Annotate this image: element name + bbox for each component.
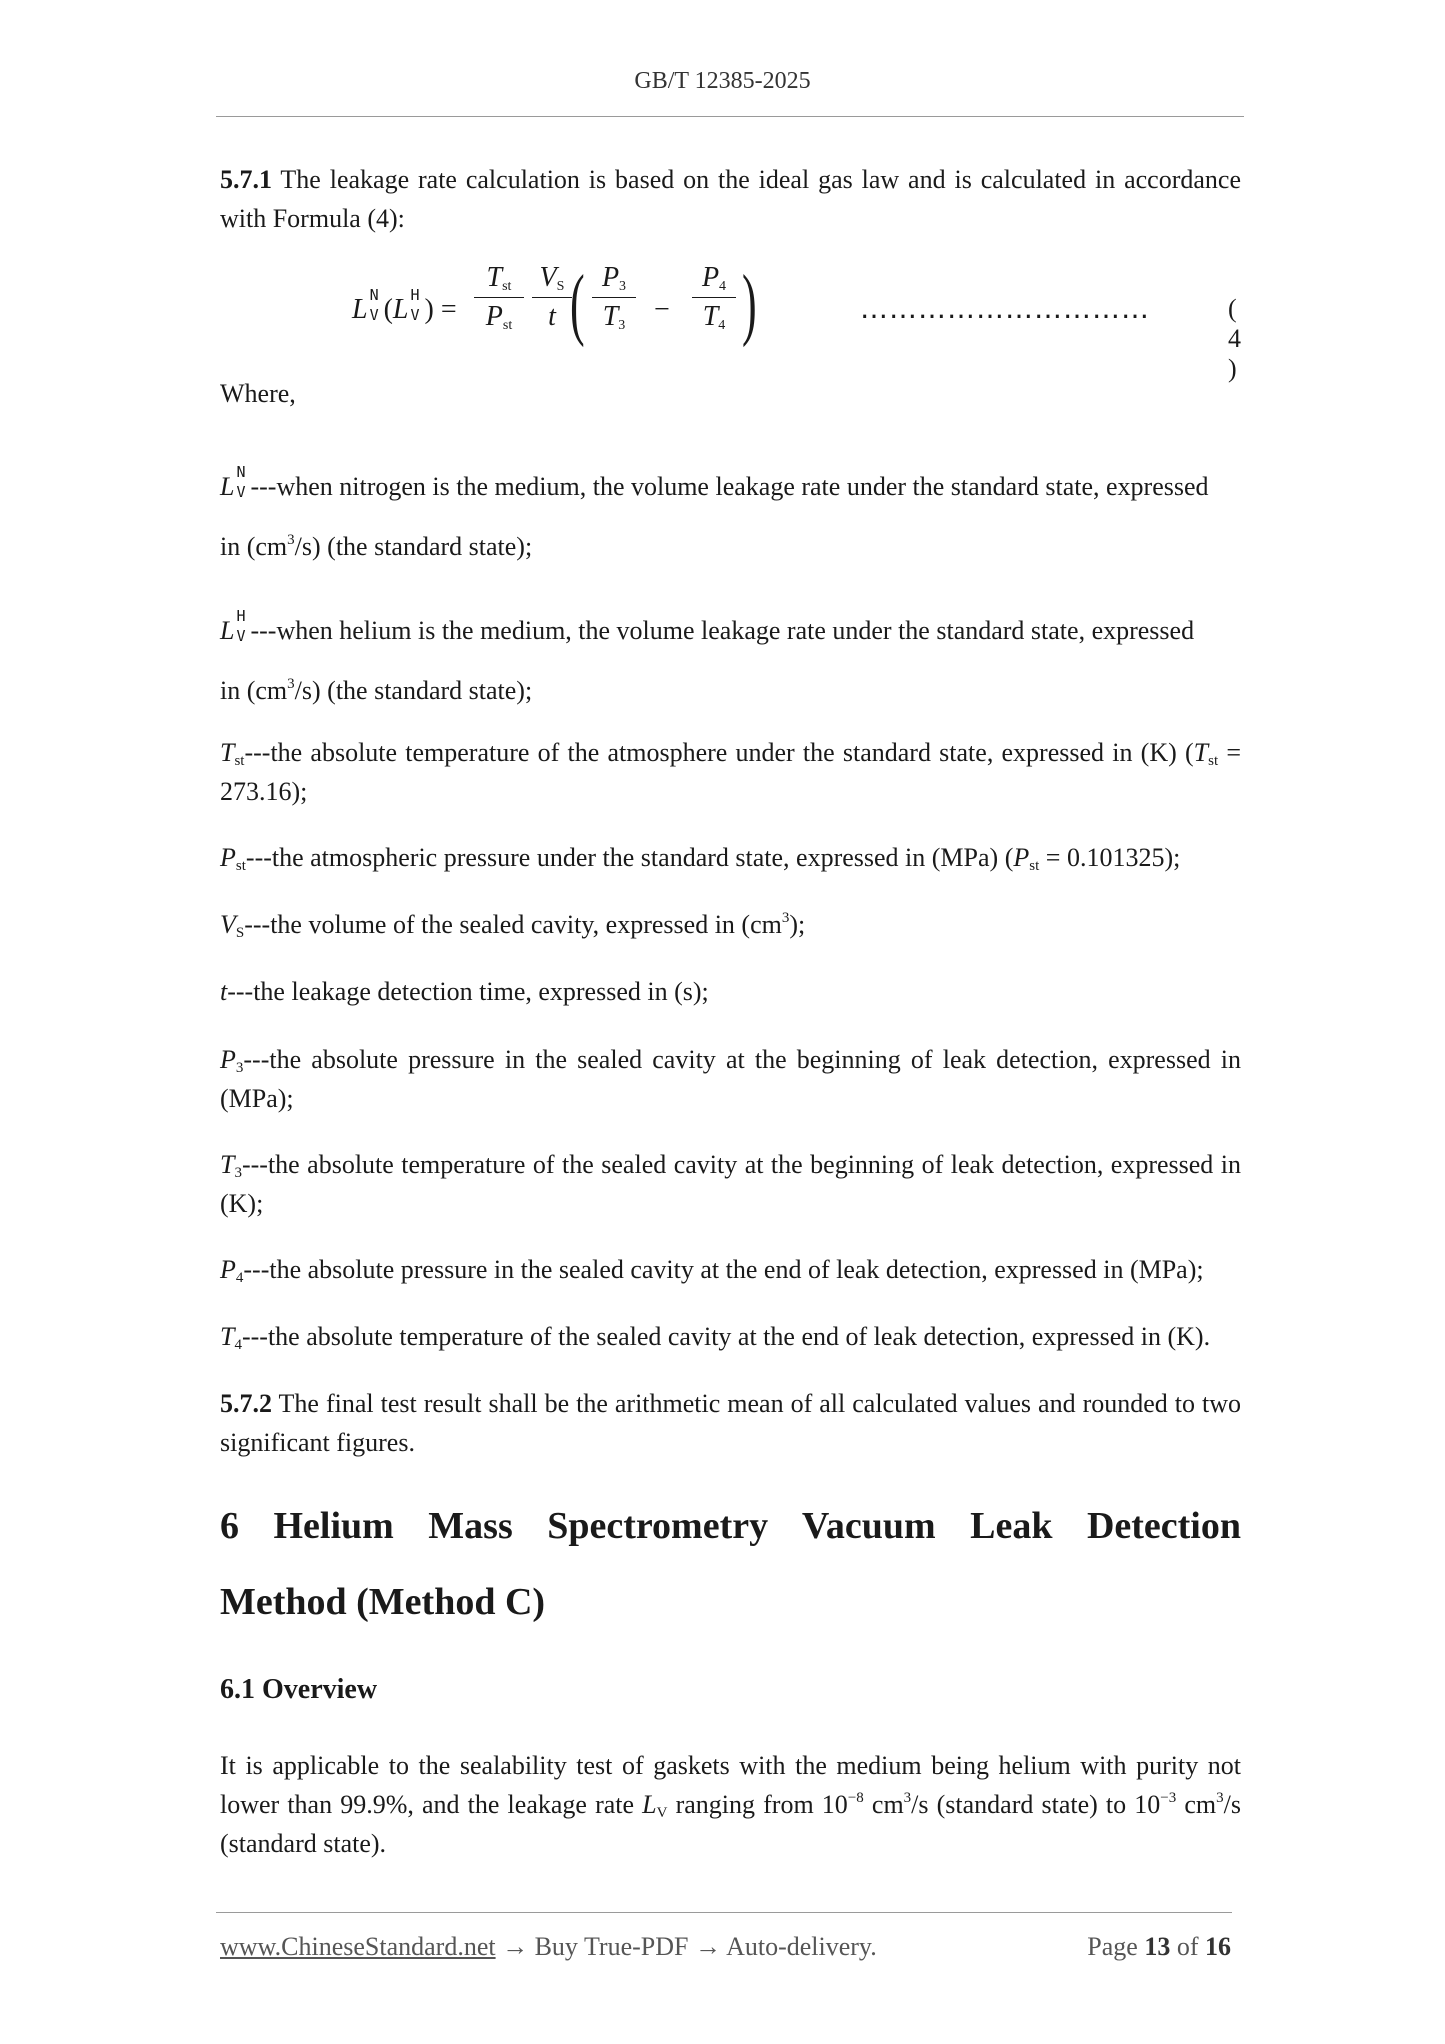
sub-v: V <box>369 305 379 324</box>
sub: 4 <box>234 1337 242 1353</box>
sub-sup <box>234 607 250 646</box>
heading-line-2: Method (Method C) <box>220 1581 546 1623</box>
page-indicator <box>1087 1932 1231 1962</box>
text: cm <box>1176 1790 1217 1819</box>
def-text: ---the absolute temperature of the atmosphere under the standard state, expressed in (K) ( <box>244 738 1194 767</box>
symbol-t: T <box>486 262 503 293</box>
sub-sup <box>368 285 384 324</box>
sub: 3 <box>234 1165 242 1181</box>
symbol: P <box>220 1045 236 1074</box>
symbol-p: P <box>601 262 620 293</box>
heading-line-1: 6 Helium Mass Spectrometry Vacuum Leak Detection <box>220 1505 1241 1547</box>
clause-number: 5.7.2 <box>220 1389 272 1418</box>
page-number: 13 <box>1144 1932 1171 1961</box>
symbol-l: L <box>392 294 409 325</box>
sub-st: st <box>502 279 512 294</box>
symbol: L <box>220 616 235 645</box>
clause-text: The leakage rate calculation is based on the ideal gas law and is calculated in accordance with Formula (4): <box>220 165 1241 233</box>
header-rule <box>216 116 1244 117</box>
overview-paragraph <box>220 1746 1241 1863</box>
symbol-v: V <box>539 262 557 293</box>
fraction-p4-t4 <box>692 262 736 333</box>
page-total: 16 <box>1205 1932 1231 1961</box>
def-p3 <box>220 1040 1241 1118</box>
symbol: t <box>220 977 228 1006</box>
def-p4 <box>220 1250 1241 1289</box>
clause-number: 5.7.1 <box>220 165 272 194</box>
symbol: T <box>220 738 235 767</box>
def-text: ---the atmospheric pressure under the standard state, expressed in (MPa) ( <box>245 843 1014 872</box>
sup: 3 <box>1216 1790 1224 1806</box>
sup: 3 <box>287 532 295 548</box>
def-pst <box>220 838 1241 877</box>
equation-number: ( 4 ) <box>1228 294 1241 383</box>
sub-st: st <box>502 318 513 333</box>
sub-v: V <box>410 305 420 324</box>
sub: 4 <box>235 1270 244 1286</box>
symbol-l: L <box>352 294 368 325</box>
def-t3 <box>220 1145 1241 1223</box>
text: ranging from 10 <box>667 1790 848 1819</box>
symbol: V <box>220 910 236 939</box>
footer-links <box>220 1932 877 1962</box>
sub: V <box>236 483 246 502</box>
delivery-text: Auto-delivery. <box>726 1932 877 1961</box>
fraction-p3-t3 <box>592 262 636 333</box>
symbol: L <box>220 472 235 501</box>
sup-h: H <box>410 285 420 304</box>
sub-sup <box>234 463 250 502</box>
symbol: L <box>642 1790 657 1819</box>
text: cm <box>863 1790 904 1819</box>
def-text: /s) (the standard state); <box>294 676 533 705</box>
sup: 3 <box>903 1790 912 1806</box>
def-text: ---the leakage detection time, expressed in (s); <box>227 977 709 1006</box>
symbol-t: T <box>702 301 719 332</box>
sup: N <box>236 463 246 482</box>
fraction-tst-pst <box>474 262 524 333</box>
symbol-p: P <box>701 262 720 293</box>
sub: st <box>235 858 246 874</box>
sub: S <box>235 925 245 941</box>
buy-text: Buy True-PDF <box>534 1932 689 1961</box>
def-text: ---the volume of the sealed cavity, expressed in (cm <box>244 910 782 939</box>
def-text: ---the absolute temperature of the sealed cavity at the beginning of leak detection, expressed in (K); <box>220 1150 1241 1218</box>
def-t <box>220 972 1241 1011</box>
sup: 3 <box>781 910 790 926</box>
def-lh <box>220 601 1241 721</box>
def-text: ); <box>789 910 806 939</box>
sub-3: 3 <box>618 318 626 333</box>
def-text: ---when nitrogen is the medium, the volume leakage rate under the standard state, expressed <box>250 472 1209 501</box>
def-tst <box>220 733 1241 811</box>
sub-s: S <box>556 279 565 294</box>
symbol: T <box>220 1322 235 1351</box>
site-link[interactable]: www.ChineseStandard.net <box>220 1932 496 1961</box>
clause-5-7-1 <box>220 160 1241 238</box>
symbol-p: P <box>485 301 503 332</box>
page-label: Page <box>1087 1932 1138 1961</box>
text: /s (standard state). <box>220 1790 1241 1858</box>
formula-lhs: L N V (L H V ) = <box>352 285 457 325</box>
sub: st <box>234 753 245 769</box>
symbol: T <box>220 1150 235 1179</box>
equals-sign: = <box>440 294 457 325</box>
def-text: ---when helium is the medium, the volume leakage rate under the standard state, expressed <box>250 616 1195 645</box>
sup-n: N <box>369 285 379 304</box>
def-text: ---the absolute temperature of the sealed cavity at the end of leak detection, expressed in (K). <box>241 1322 1211 1351</box>
sub-sup <box>408 285 424 324</box>
symbol-t: t <box>548 301 556 332</box>
right-paren: ) <box>741 260 757 348</box>
def-text: ---the absolute pressure in the sealed cavity at the end of leak detection, expressed in (MPa); <box>243 1255 1204 1284</box>
sub-4: 4 <box>718 318 726 333</box>
symbol: T <box>1193 738 1209 767</box>
symbol: P <box>1013 843 1030 872</box>
clause-text: The final test result shall be the arithmetic mean of all calculated values and rounded to two significant figures. <box>220 1389 1241 1457</box>
def-t4 <box>220 1317 1241 1356</box>
minus-sign: − <box>654 294 670 325</box>
def-ln <box>220 457 1241 577</box>
footer-rule <box>216 1912 1232 1913</box>
def-text: = 0.101325); <box>1039 843 1181 872</box>
symbol: P <box>220 1255 236 1284</box>
symbol-t: T <box>602 301 619 332</box>
sup: 3 <box>287 676 295 692</box>
text: It is applicable to the sealability test of gaskets with the medium being helium with purity not lower than 99.9%, and the leakage rate <box>220 1751 1241 1819</box>
sub: st <box>1029 858 1040 874</box>
sup: H <box>236 607 246 626</box>
document-header: GB/T 12385-2025 <box>634 68 811 94</box>
where-label: Where, <box>220 379 296 408</box>
formula-4 <box>352 260 1252 383</box>
of-label: of <box>1176 1932 1199 1961</box>
sub: st <box>1208 753 1219 769</box>
leader-dots: ………………………… <box>860 292 1150 325</box>
def-text: /s) (the standard state); <box>294 532 533 561</box>
arrow-icon: → <box>495 1932 535 1961</box>
symbol: P <box>220 843 236 872</box>
section-6-heading <box>220 1488 1241 1640</box>
def-text: in (cm <box>220 532 288 561</box>
left-paren: ( <box>569 260 585 348</box>
sub-4: 4 <box>719 279 727 294</box>
clause-5-7-2 <box>220 1384 1241 1462</box>
def-text: ---the absolute pressure in the sealed cavity at the beginning of leak detection, expressed in (MPa); <box>220 1045 1241 1113</box>
sub: V <box>656 1805 668 1821</box>
text: /s (standard state) to 10 <box>911 1790 1161 1819</box>
def-text: in (cm <box>220 676 288 705</box>
def-vs <box>220 905 1241 944</box>
sub-3: 3 <box>619 279 627 294</box>
fraction-vs-t <box>532 262 572 333</box>
def-text: = 273.16); <box>220 738 1241 806</box>
subsection-6-1-heading: 6.1 Overview <box>220 1674 378 1705</box>
arrow-icon: → <box>688 1932 727 1961</box>
exponent: −3 <box>1160 1790 1177 1806</box>
exponent: −8 <box>847 1790 864 1806</box>
sub: V <box>236 627 246 646</box>
sub: 3 <box>235 1060 244 1076</box>
